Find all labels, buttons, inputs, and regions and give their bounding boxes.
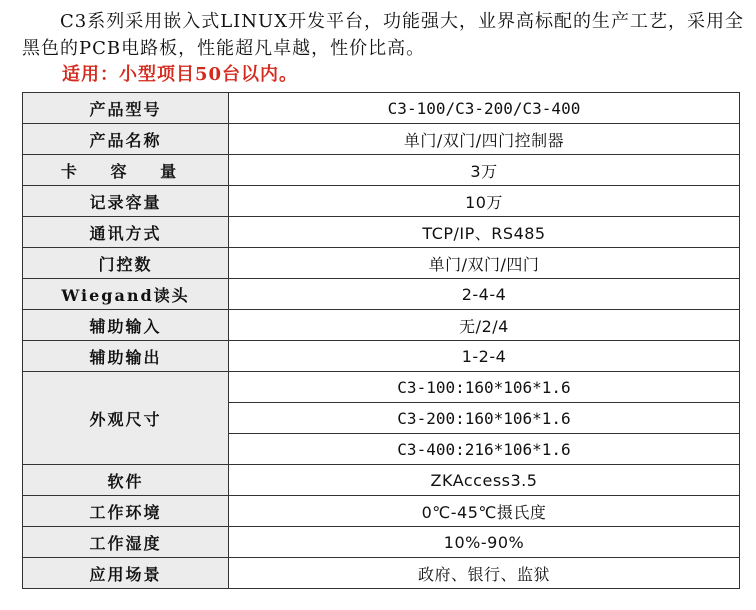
description-text: C3系列采用嵌入式LINUX开发平台，功能强大，业界高标配的生产工艺，采用全黑色的PCB电路板，性能超凡卓越，性价比高。 [22,11,745,59]
table-row [23,310,740,341]
spec-label-door-count: 门控数 [23,248,229,279]
spec-label-aux-input: 辅助输入 [23,310,229,341]
table-row [23,279,740,310]
spec-value-record-capacity: 10万 [229,186,740,217]
product-description [22,8,746,62]
spec-value-dimensions-c3-100: C3-100:160*106*1.6 [229,372,740,403]
spec-value-dimensions-c3-400: C3-400:216*106*1.6 [229,434,740,465]
spec-value-aux-output: 1-2-4 [229,341,740,372]
table-row [23,248,740,279]
table-row [23,124,740,155]
table-row [23,496,740,527]
spec-value-aux-input: 无/2/4 [229,310,740,341]
spec-value-door-count: 单门/双门/四门 [229,248,740,279]
table-row [23,527,740,558]
spec-label-dimensions: 外观尺寸 [23,372,229,465]
spec-value-model: C3-100/C3-200/C3-400 [229,93,740,124]
spec-label-record-capacity: 记录容量 [23,186,229,217]
table-row [23,155,740,186]
spec-value-communication: TCP/IP、RS485 [229,217,740,248]
table-row [23,372,740,403]
spec-label-aux-output: 辅助输出 [23,341,229,372]
spec-label-humidity: 工作湿度 [23,527,229,558]
table-row [23,93,740,124]
spec-value-software: ZKAccess3.5 [229,465,740,496]
spec-label-card-capacity: 卡 容 量 [23,155,229,186]
spec-value-application: 政府、银行、监狱 [229,558,740,589]
spec-label-software: 软件 [23,465,229,496]
spec-label-wiegand: Wiegand读头 [23,279,229,310]
spec-value-environment: 0℃-45℃摄氏度 [229,496,740,527]
table-row [23,465,740,496]
table-row [23,558,740,589]
spec-label-communication: 通讯方式 [23,217,229,248]
spec-label-model: 产品型号 [23,93,229,124]
spec-value-name: 单门/双门/四门控制器 [229,124,740,155]
applicable-note: 适用：小型项目50台以内。 [62,64,299,85]
table-row [23,341,740,372]
spec-label-name: 产品名称 [23,124,229,155]
spec-value-humidity: 10%-90% [229,527,740,558]
spec-label-application: 应用场景 [23,558,229,589]
spec-value-card-capacity: 3万 [229,155,740,186]
spec-label-environment: 工作环境 [23,496,229,527]
spec-table [22,92,740,589]
spec-value-dimensions-c3-200: C3-200:160*106*1.6 [229,403,740,434]
table-row [23,186,740,217]
table-row [23,217,740,248]
spec-value-wiegand: 2-4-4 [229,279,740,310]
